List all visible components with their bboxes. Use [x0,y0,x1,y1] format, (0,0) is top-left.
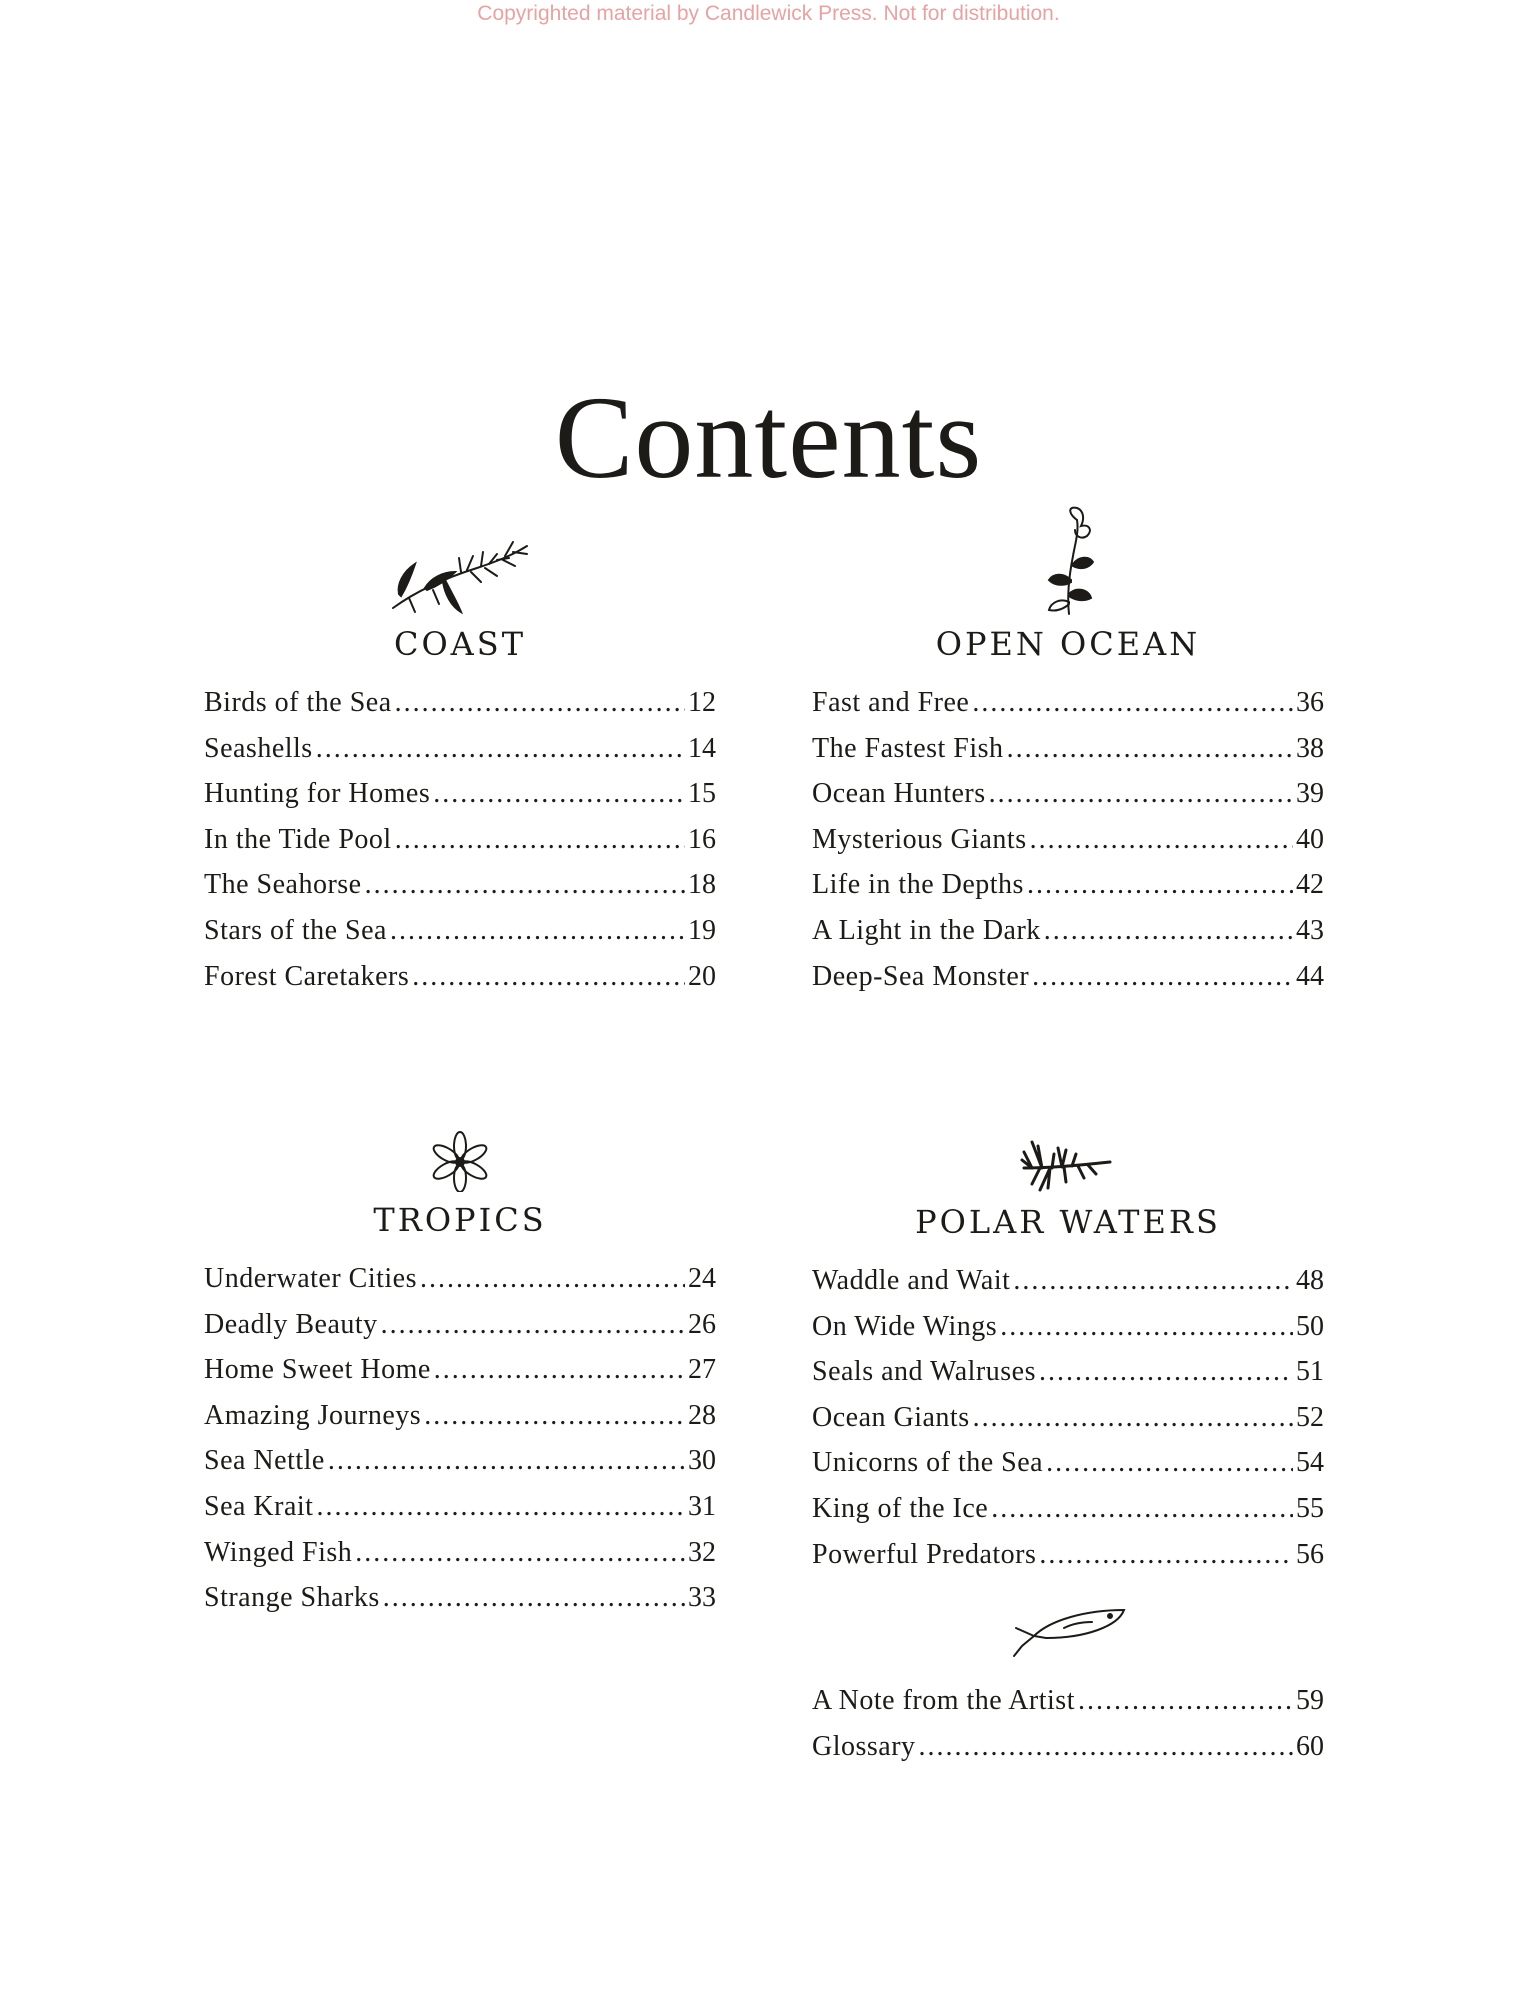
flower-icon [204,1082,716,1192]
dot-leader [424,1393,685,1439]
entry-page: 60 [1296,1730,1324,1762]
entry-page: 40 [1296,823,1324,855]
toc-entry[interactable] [812,726,1324,772]
kelp-branch-icon [204,506,716,616]
toc-entry[interactable] [204,771,716,817]
dot-leader [365,862,685,908]
entry-page: 28 [688,1399,716,1431]
toc-entry[interactable] [812,1304,1324,1350]
dot-leader [383,1575,685,1621]
toc-entry[interactable] [204,908,716,954]
entry-title: Seashells [204,732,313,764]
toc-entry[interactable] [204,862,716,908]
entry-title: Ocean Hunters [812,778,986,810]
toc-entry[interactable] [204,680,716,726]
entry-page: 18 [688,869,716,901]
entry-page: 42 [1296,869,1324,901]
entry-page: 30 [688,1445,716,1477]
entry-title: Seals and Walruses [812,1356,1036,1388]
entry-page: 15 [688,778,716,810]
entry-page: 43 [1296,914,1324,946]
dot-leader [1007,726,1293,772]
toc-entry[interactable] [812,1395,1324,1441]
dot-leader [1000,1304,1293,1350]
entry-title: Sea Krait [204,1490,314,1522]
toc-entry[interactable] [812,1678,1324,1724]
entry-page: 31 [688,1490,716,1522]
dot-leader [395,817,685,863]
toc-entry[interactable] [204,1347,716,1393]
toc-entry[interactable] [812,1486,1324,1532]
entry-title: The Seahorse [204,869,362,901]
dot-leader [434,1347,685,1393]
dot-leader [1078,1678,1293,1724]
entry-title: Amazing Journeys [204,1399,422,1431]
dot-leader [973,1395,1293,1441]
dot-leader [328,1438,685,1484]
dot-leader [420,1256,685,1302]
entry-page: 20 [688,960,716,992]
entry-title: In the Tide Pool [204,823,392,855]
toc-entry[interactable] [204,954,716,1000]
entry-title: Birds of the Sea [204,687,392,718]
entry-title: A Note from the Artist [812,1685,1075,1716]
entry-page: 19 [688,914,716,946]
toc-entry[interactable] [812,817,1324,863]
dot-leader [1039,1532,1293,1578]
entry-title: Deadly Beauty [204,1308,378,1340]
entry-title: Stars of the Sea [204,914,387,946]
dot-leader [972,680,1293,726]
entry-title: Mysterious Giants [812,823,1027,855]
entry-title: On Wide Wings [812,1310,998,1342]
dot-leader [1039,1349,1293,1395]
entry-page: 54 [1296,1447,1324,1479]
entry-page: 52 [1296,1401,1324,1433]
toc-entry[interactable] [812,680,1324,726]
seaweed-icon [812,490,1324,616]
toc-entry[interactable] [812,954,1324,1000]
entry-page: 32 [688,1536,716,1568]
toc-entry[interactable] [204,1302,716,1348]
entry-title: Strange Sharks [204,1582,380,1614]
dot-leader [395,680,685,726]
toc-entry[interactable] [812,1349,1324,1395]
watermark: Copyrighted material by Candlewick Press. Not for distribution. [477,2,1060,25]
dot-leader [316,1484,685,1530]
dot-leader [316,726,685,772]
toc-entry[interactable] [204,1438,716,1484]
toc-entry[interactable] [812,1440,1324,1486]
entry-page: 51 [1296,1356,1324,1388]
section-open-ocean [812,490,1324,999]
entry-page: 39 [1296,778,1324,810]
toc-entry[interactable] [204,817,716,863]
page-title: Contents [554,372,983,504]
entry-page: 12 [688,687,716,718]
toc-entry[interactable] [204,1393,716,1439]
entry-title: Unicorns of the Sea [812,1447,1044,1479]
dot-leader [1044,908,1293,954]
dot-leader [433,771,685,817]
dot-leader [1032,954,1293,1000]
entry-title: Hunting for Homes [204,778,431,810]
dot-leader [390,908,685,954]
entry-title: Glossary [812,1730,916,1762]
section-polar-waters [812,1084,1324,1577]
entry-title: A Light in the Dark [812,914,1041,946]
entry-page: 59 [1296,1685,1324,1716]
dot-leader [412,954,685,1000]
entry-title: King of the Ice [812,1492,989,1524]
entry-page: 38 [1296,732,1324,764]
entry-title: Winged Fish [204,1536,353,1568]
toc-entry[interactable] [812,1532,1324,1578]
entry-title: Sea Nettle [204,1445,325,1477]
toc-entry[interactable] [812,1724,1324,1770]
entry-page: 14 [688,732,716,764]
entry-page: 33 [688,1582,716,1614]
coral-branch-icon [812,1084,1324,1194]
section-heading-polar-waters: POLAR WATERS [915,1203,1221,1241]
entry-page: 16 [688,823,716,855]
dot-leader [381,1302,685,1348]
entry-page: 26 [688,1308,716,1340]
toc-entry[interactable] [812,908,1324,954]
toc-entry[interactable] [204,726,716,772]
dot-leader [355,1530,685,1576]
entry-title: Powerful Predators [812,1538,1037,1570]
dot-leader [1046,1440,1293,1486]
dot-leader [989,771,1293,817]
section-heading-open-ocean: OPEN OCEAN [935,625,1201,663]
toc-entry[interactable] [812,862,1324,908]
entry-page: 50 [1296,1310,1324,1342]
section-tropics [204,1082,716,1621]
dot-leader [1013,1258,1293,1304]
entry-page: 36 [1296,687,1324,718]
fish-icon [812,1596,1324,1660]
section-back-matter [812,1596,1324,1769]
toc-entry[interactable] [812,1258,1324,1304]
entry-page: 55 [1296,1492,1324,1524]
section-coast [204,506,716,999]
entry-page: 44 [1296,960,1324,992]
entry-title: Ocean Giants [812,1401,970,1433]
entry-page: 27 [688,1354,716,1386]
entry-page: 24 [688,1263,716,1294]
dot-leader [919,1724,1293,1770]
toc-entry[interactable] [204,1575,716,1621]
section-heading-coast: COAST [393,625,527,663]
entry-page: 56 [1296,1538,1324,1570]
entry-page: 48 [1296,1265,1324,1296]
section-heading-tropics: TROPICS [373,1201,547,1239]
dot-leader [991,1486,1293,1532]
entry-title: Life in the Depths [812,869,1024,901]
entry-title: Fast and Free [812,687,970,718]
entry-title: Home Sweet Home [204,1354,431,1386]
toc-entry[interactable] [812,771,1324,817]
entry-title: Forest Caretakers [204,960,410,992]
toc-entry[interactable] [204,1484,716,1530]
entry-title: Deep-Sea Monster [812,960,1030,992]
entry-title: Waddle and Wait [812,1265,1011,1296]
toc-entry[interactable] [204,1530,716,1576]
toc-entry[interactable] [204,1256,716,1302]
entry-title: The Fastest Fish [812,732,1004,764]
entry-title: Underwater Cities [204,1263,417,1294]
dot-leader [1030,817,1293,863]
dot-leader [1027,862,1293,908]
